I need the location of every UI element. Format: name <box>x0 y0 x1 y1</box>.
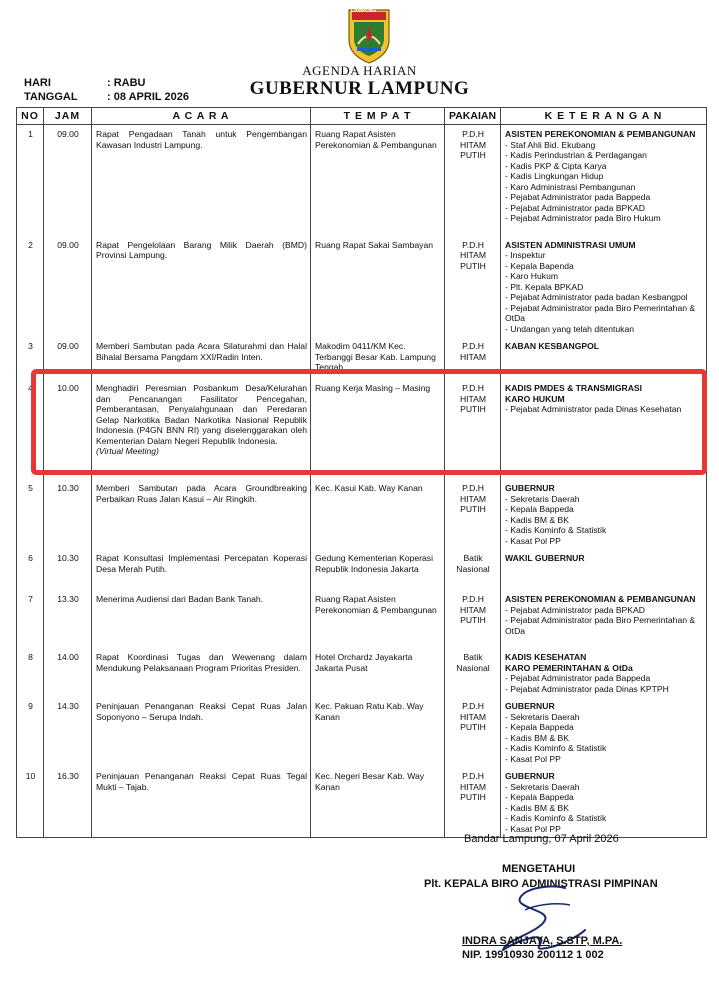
row-number: 4 <box>28 383 33 393</box>
event-location: Gedung Kementerian Koperasi Republik Indonesia Jakarta <box>315 553 434 574</box>
dress-code-line: P.D.H <box>462 483 484 493</box>
attendee-item: - Sekretaris Daerah <box>505 712 703 723</box>
cell-keterangan <box>501 648 707 697</box>
table-header-row <box>17 108 707 125</box>
dress-code-line: HITAM <box>459 393 487 404</box>
cell-acara <box>92 648 311 697</box>
cell-pakaian <box>445 648 501 697</box>
dress-code-line: HITAM <box>459 351 487 362</box>
dress-code-line: P.D.H <box>462 771 484 781</box>
row-number: 8 <box>28 652 33 662</box>
cell-tempat <box>311 125 445 236</box>
cell-acara <box>92 125 311 236</box>
attendee-item: - Kadis Lingkungan Hidup <box>505 171 703 182</box>
event-description: Rapat Pengadaan Tanah untuk Pengembangan Kawasan Industri Lampung. <box>96 129 307 150</box>
dress-code-line: PUTIH <box>460 504 486 514</box>
mengetahui-label: MENGETAHUI <box>502 863 576 875</box>
event-location: Ruang Rapat Asisten Perekonomian & Pembangunan <box>315 594 437 615</box>
governor-title: GUBERNUR LAMPUNG <box>249 78 470 99</box>
cell-acara <box>92 697 311 767</box>
attendee-item: - Kadis BM & BK <box>505 733 703 744</box>
attendee-item: - Kepala Bapenda <box>505 261 703 272</box>
attendee-item: - Sekretaris Daerah <box>505 782 703 793</box>
cell-pakaian <box>445 590 501 648</box>
keterangan-head: GUBERNUR <box>505 701 555 711</box>
row-number: 3 <box>28 341 33 351</box>
attendee-item: - Pejabat Administrator pada BPKAD <box>505 605 703 616</box>
cell-keterangan <box>501 697 707 767</box>
cell-keterangan <box>501 767 707 838</box>
row-time: 09.00 <box>57 129 79 139</box>
cell-tempat <box>311 648 445 697</box>
cell-no <box>17 479 44 549</box>
attendee-item: - Pejabat Administrator pada Dinas KPTPH <box>505 684 703 695</box>
dress-code-line: Batik <box>463 652 483 662</box>
cell-tempat <box>311 549 445 590</box>
attendee-item: - Pejabat Administrator pada badan Kesbangpol <box>505 292 703 303</box>
keterangan-head: ASISTEN PEREKONOMIAN & PEMBANGUNAN <box>505 594 696 604</box>
emblem-label: LAMPUNG <box>351 8 377 14</box>
attendee-item: - Kadis Kominfo & Statistik <box>505 743 703 754</box>
cell-jam <box>44 236 92 338</box>
attendee-list <box>505 673 703 694</box>
attendee-item: - Karo Hukum <box>505 271 703 282</box>
table-row <box>17 697 707 767</box>
place-date: Bandar Lampung, 07 April 2026 <box>464 833 619 845</box>
cell-keterangan <box>501 590 707 648</box>
cell-no <box>17 767 44 838</box>
keterangan-head: KABAN KESBANGPOL <box>505 341 600 351</box>
table-row <box>17 479 707 549</box>
attendee-item: - Kadis BM & BK <box>505 515 703 526</box>
attendee-list <box>505 494 703 547</box>
row-time: 14.00 <box>57 652 79 662</box>
attendee-item: - Kepala Bappeda <box>505 504 703 515</box>
hari-label: HARI <box>24 77 51 89</box>
event-location: Hotel Orchardz Jayakarta Jakarta Pusat <box>315 652 413 673</box>
cell-keterangan <box>501 549 707 590</box>
dress-code-line: P.D.H <box>462 383 484 393</box>
cell-keterangan <box>501 479 707 549</box>
highlight-box <box>31 369 707 475</box>
signatory-name: INDRA SANJAYA, S.STP, M.PA. <box>462 935 623 947</box>
dress-code-line: Nasional <box>456 563 490 574</box>
dress-code-line: HITAM <box>459 604 487 615</box>
keterangan-head: GUBERNUR <box>505 483 555 493</box>
attendee-item: - Kepala Bappeda <box>505 722 703 733</box>
keterangan-head: ASISTEN ADMINISTRASI UMUM <box>505 239 636 250</box>
cell-acara <box>92 236 311 338</box>
cell-pakaian <box>445 125 501 236</box>
attendee-item: - Pejabat Administrator pada Dinas Kesehatan <box>505 404 703 415</box>
row-number: 6 <box>28 553 33 563</box>
cell-pakaian <box>445 479 501 549</box>
cell-jam <box>44 549 92 590</box>
row-number: 1 <box>28 129 33 139</box>
cell-jam <box>44 125 92 236</box>
attendee-item: - Pejabat Administrator pada Biro Pemerintahan & OtDa <box>505 615 703 636</box>
cell-jam <box>44 767 92 838</box>
attendee-list <box>505 712 703 765</box>
row-number: 9 <box>28 701 33 711</box>
hari-value: : RABU <box>107 77 146 89</box>
event-location: Ruang Rapat Sakai Sambayan <box>315 239 434 250</box>
attendee-item: - Kadis Kominfo & Statistik <box>505 525 703 536</box>
row-time: 16.30 <box>57 771 79 781</box>
attendee-item: - Pejabat Administrator pada Biro Pemerintahan & OtDa <box>505 303 703 324</box>
keterangan-head: KARO HUKUM <box>505 393 565 404</box>
cell-no <box>17 590 44 648</box>
cell-pakaian <box>445 697 501 767</box>
attendee-item: - Kasat Pol PP <box>505 824 703 835</box>
dress-code-line: HITAM <box>459 781 487 792</box>
cell-no <box>17 697 44 767</box>
col-keterangan: K E T E R A N G A N <box>501 108 707 125</box>
event-description: Menghadiri Peresmian Posbankum Desa/Kelurahan dan Pencanangan Fasilitator Pencegahan, Pemberantasan, Penyalahgunaan dan Peredaran Gelap Narkotika Badan Narkotika Nasional Republik Indonesia (P4GN BNN RI) yang diselenggarakan oleh Kementerian Dalam Negeri Republik Indonesia. <box>96 383 307 446</box>
table-row <box>17 767 707 838</box>
keterangan-head: GUBERNUR <box>505 771 555 781</box>
row-number: 2 <box>28 239 33 250</box>
row-time: 14.30 <box>57 701 79 711</box>
attendee-item: - Sekretaris Daerah <box>505 494 703 505</box>
dress-code-line: HITAM <box>459 711 487 722</box>
row-time: 10.30 <box>57 553 79 563</box>
dress-code-line: PUTIH <box>460 722 486 732</box>
row-number: 10 <box>25 771 36 781</box>
cell-acara <box>92 767 311 838</box>
agenda-title: AGENDA HARIAN <box>302 63 417 78</box>
dress-code-line: PUTIH <box>460 615 486 625</box>
cell-tempat <box>311 479 445 549</box>
dress-code-line: PUTIH <box>460 150 486 160</box>
cell-no <box>17 549 44 590</box>
cell-jam <box>44 648 92 697</box>
dress-code-line: HITAM <box>459 139 487 150</box>
attendee-item: - Kasat Pol PP <box>505 536 703 547</box>
cell-tempat <box>311 236 445 338</box>
row-time: 09.00 <box>57 341 79 351</box>
event-description: Rapat Konsultasi Implementasi Percepatan Koperasi Desa Merah Putih. <box>96 553 307 574</box>
row-time: 09.00 <box>57 239 79 250</box>
col-jam: JAM <box>44 108 92 125</box>
attendee-item: - Kadis PKP & Cipta Karya <box>505 161 703 172</box>
dress-code-line: P.D.H <box>462 594 484 604</box>
dress-code-line: P.D.H <box>462 341 484 351</box>
attendee-item: - Staf Ahli Bid. Ekubang <box>505 140 703 151</box>
cell-acara <box>92 590 311 648</box>
event-location: Kec. Negeri Besar Kab. Way Kanan <box>315 771 425 792</box>
attendee-item: - Pejabat Administrator pada BPKAD <box>505 203 703 214</box>
col-tempat: T E M P A T <box>311 108 445 125</box>
cell-no <box>17 236 44 338</box>
cell-pakaian <box>445 549 501 590</box>
keterangan-head: KARO PEMERINTAHAN & OtDa <box>505 662 633 673</box>
attendee-item: - Plt. Kepala BPKAD <box>505 282 703 293</box>
attendee-item: - Kasat Pol PP <box>505 754 703 765</box>
event-description: Rapat Koordinasi Tugas dan Wewenang dalam Mendukung Pelaksanaan Program Prioritas Presiden. <box>96 652 307 673</box>
event-location: Kec. Pakuan Ratu Kab. Way Kanan <box>315 701 424 722</box>
dress-code-line: P.D.H <box>462 701 484 711</box>
dress-code-line: HITAM <box>459 250 487 260</box>
event-description: Rapat Pengelolaan Barang Milik Daerah (BMD) Provinsi Lampung. <box>96 239 307 260</box>
tanggal-value: : 08 APRIL 2026 <box>107 91 189 103</box>
signature-icon <box>495 880 590 960</box>
event-description: Peninjauan Penanganan Reaksi Cepat Ruas Jalan Soponyono – Serupa Indah. <box>96 701 307 722</box>
event-description: Menerima Audiensi dari Badan Bank Tanah. <box>96 594 264 604</box>
event-description: Memberi Sambutan pada Acara Groundbreaking Perbaikan Ruas Jalan Kasui – Air Ringkih. <box>96 483 307 504</box>
keterangan-head: ASISTEN PEREKONOMIAN & PEMBANGUNAN <box>505 129 696 139</box>
cell-keterangan <box>501 236 707 338</box>
row-time: 13.30 <box>57 594 79 604</box>
event-location: Kec. Kasui Kab. Way Kanan <box>315 483 423 493</box>
dress-code-line: P.D.H <box>462 129 484 139</box>
cell-acara <box>92 549 311 590</box>
table-row <box>17 125 707 236</box>
table-row <box>17 648 707 697</box>
keterangan-head: KADIS KESEHATAN <box>505 652 587 662</box>
dress-code-line: Batik <box>463 553 483 563</box>
row-time: 10.00 <box>57 383 79 393</box>
attendee-item: - Pejabat Administrator pada Bappeda <box>505 192 703 203</box>
cell-tempat <box>311 590 445 648</box>
dress-code-line: PUTIH <box>460 792 486 802</box>
attendee-item: - Kadis Perindustrian & Perdagangan <box>505 150 703 161</box>
cell-tempat <box>311 767 445 838</box>
attendee-item: - Undangan yang telah ditentukan <box>505 324 703 335</box>
cell-tempat <box>311 697 445 767</box>
tanggal-label: TANGGAL <box>24 91 78 103</box>
table-row <box>17 549 707 590</box>
attendee-item: - Kepala Bappeda <box>505 792 703 803</box>
event-note: (Virtual Meeting) <box>96 446 159 456</box>
event-location: Makodim 0411/KM Kec. Terbanggi Besar Kab. Lampung Tengah <box>315 341 436 372</box>
table-row <box>17 590 707 648</box>
cell-pakaian <box>445 767 501 838</box>
signatory-position: Plt. KEPALA BIRO ADMINISTRASI PIMPINAN <box>424 878 658 890</box>
signatory-nip: NIP. 19910930 200112 1 002 <box>462 949 604 961</box>
dress-code-line: P.D.H <box>462 239 484 250</box>
attendee-item: - Pejabat Administrator pada Bappeda <box>505 673 703 684</box>
cell-jam <box>44 697 92 767</box>
attendee-list <box>505 140 703 224</box>
cell-jam <box>44 590 92 648</box>
row-time: 10.30 <box>57 483 79 493</box>
row-number: 7 <box>28 594 33 604</box>
cell-no <box>17 648 44 697</box>
dress-code-line: PUTIH <box>460 404 486 414</box>
lampung-emblem-icon <box>346 6 392 64</box>
attendee-list <box>505 782 703 835</box>
dress-code-line: Nasional <box>456 662 490 673</box>
keterangan-head: WAKIL GUBERNUR <box>505 553 585 563</box>
attendee-list <box>505 605 703 637</box>
table-row <box>17 236 707 338</box>
cell-no <box>17 125 44 236</box>
col-no: NO <box>17 108 44 125</box>
dress-code-line: HITAM <box>459 493 487 504</box>
col-acara: A C A R A <box>92 108 311 125</box>
event-location: Ruang Rapat Asisten Perekonomian & Pembangunan <box>315 129 437 150</box>
cell-jam <box>44 479 92 549</box>
event-description: Peninjauan Penanganan Reaksi Cepat Ruas Tegal Mukti – Tajab. <box>96 771 307 792</box>
attendee-list <box>505 250 703 334</box>
attendee-item: - Karo Administrasi Pembangunan <box>505 182 703 193</box>
dress-code-line: PUTIH <box>460 260 486 271</box>
cell-keterangan <box>501 125 707 236</box>
event-description: Memberi Sambutan pada Acara Silaturahmi dan Halal Bihalal Bersama Pangdam XXI/Radin Inten. <box>96 341 307 362</box>
attendee-item: - Inspektur <box>505 250 703 261</box>
event-location: Ruang Kerja Masing – Masing <box>315 383 431 393</box>
keterangan-head: KADIS PMDES & TRANSMIGRASI <box>505 383 643 393</box>
row-number: 5 <box>28 483 33 493</box>
attendee-item: - Pejabat Administrator pada Biro Hukum <box>505 213 703 224</box>
col-pakaian: PAKAIAN <box>445 108 501 125</box>
cell-acara <box>92 479 311 549</box>
attendee-item: - Kadis BM & BK <box>505 803 703 814</box>
attendee-item: - Kadis Kominfo & Statistik <box>505 813 703 824</box>
cell-pakaian <box>445 236 501 338</box>
